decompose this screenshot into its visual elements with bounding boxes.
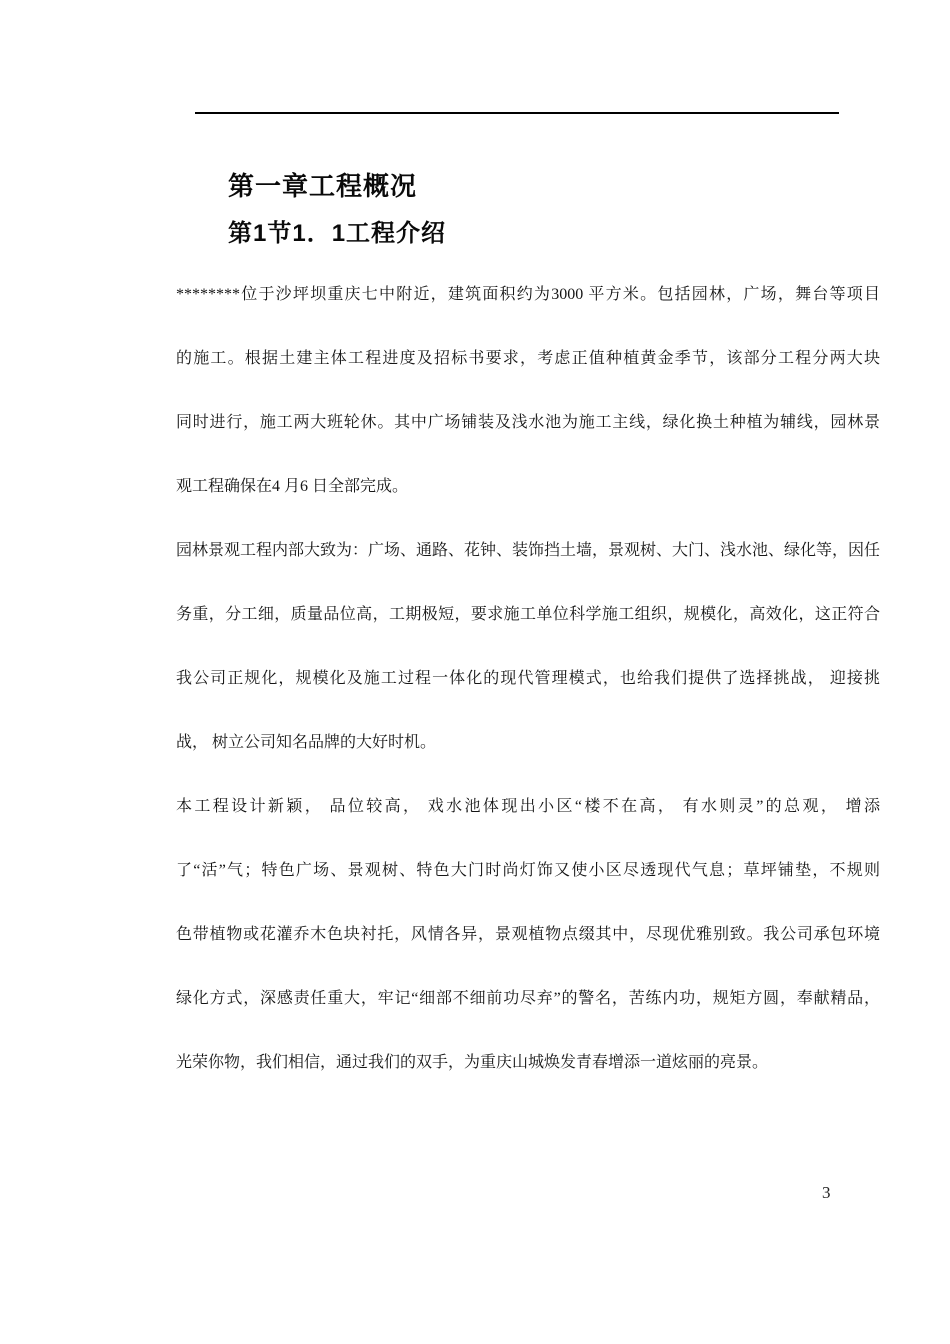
body-text: [176, 263, 880, 1095]
page-number: 3: [822, 1183, 831, 1202]
body-line: 光荣你物，我们相信，通过我们的双手，为重庆山城焕发青春增添一道炫丽的亮景。: [176, 1054, 769, 1071]
body-line: 绿化方式，深感责任重大，牢记“细部不细前功尽弃”的警名，苦练内功，规矩方圆，奉献精品，: [176, 990, 880, 1007]
body-line: ********位于沙坪坝重庆七中附近，建筑面积约为3000 平方米。包括园林，广场，舞台等项目: [176, 286, 880, 303]
body-line: 了“活”气；特色广场、景观树、特色大门时尚灯饰又使小区尽透现代气息；草坪铺垫，不规则: [176, 862, 880, 879]
chapter-heading: 第一章工程概况: [228, 171, 418, 201]
body-line: 园林景观工程内部大致为：广场、通路、花钟、装饰挡土墙，景观树、大门、浅水池、绿化等，因任: [176, 542, 880, 559]
body-line: 战， 树立公司知名品牌的大好时机。: [176, 734, 437, 751]
body-line: 色带植物或花灌乔木色块衬托，风情各异，景观植物点缀其中，尽现优雅别致。我公司承包环境: [176, 926, 880, 943]
body-line: 同时进行，施工两大班轮休。其中广场铺装及浅水池为施工主线，绿化换土种植为辅线，园林景: [176, 414, 880, 431]
body-line: 的施工。根据土建主体工程进度及招标书要求，考虑正值种植黄金季节，该部分工程分两大块: [176, 350, 880, 367]
body-line: 观工程确保在4 月6 日全部完成。: [176, 478, 409, 495]
body-line: 我公司正规化，规模化及施工过程一体化的现代管理模式，也给我们提供了选择挑战， 迎接挑: [176, 670, 880, 687]
header-divider-rule: [195, 112, 839, 114]
body-line: 本工程设计新颖， 品位较高， 戏水池体现出小区“楼不在高， 有水则灵”的总观， 增添: [176, 798, 880, 815]
body-line: 务重，分工细，质量品位高，工期极短，要求施工单位科学施工组织，规模化，高效化，这正符合: [176, 606, 880, 623]
section-heading: 第1节1．1工程介绍: [228, 220, 447, 247]
